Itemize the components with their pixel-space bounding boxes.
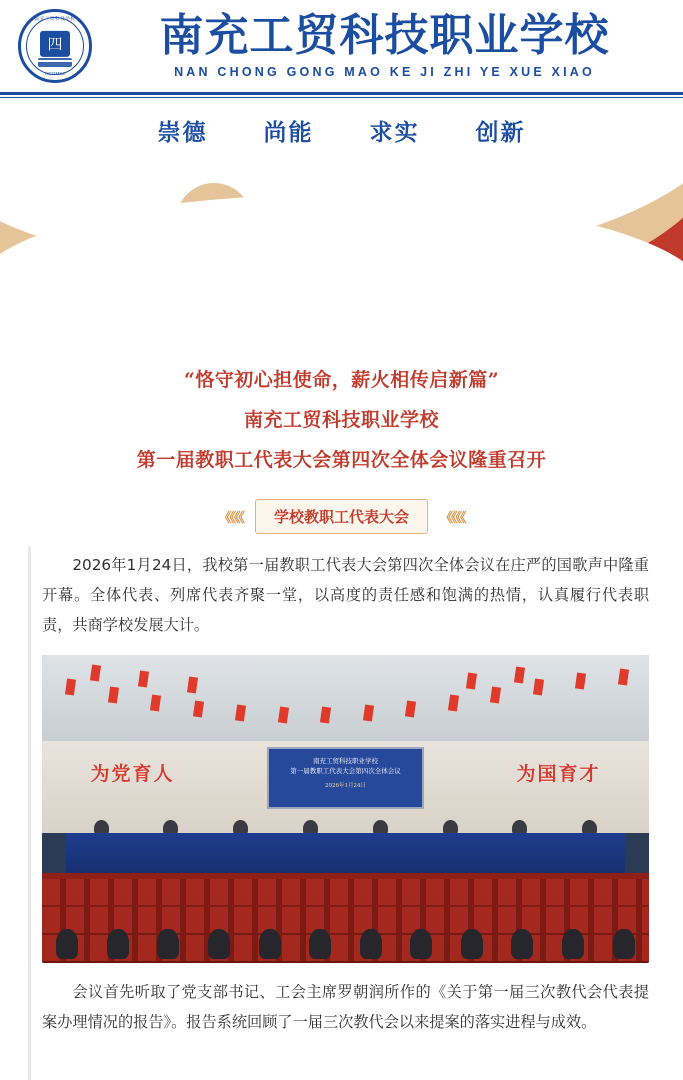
photo-stage-table	[66, 833, 624, 873]
site-header	[0, 0, 683, 92]
photo-screen-line1: 南充工贸科技职业学校	[312, 756, 378, 765]
motto-row	[0, 98, 683, 161]
photo-stage-screen	[267, 747, 425, 809]
emblem-arc-top-text: 南充工贸科技学校	[34, 16, 76, 21]
article-body	[0, 540, 683, 1080]
motto-item-4: 创新	[475, 119, 526, 146]
headline-school: 南充工贸科技职业学校	[243, 408, 439, 431]
headline-event: 第一届教职工代表大会第四次全体会议隆重召开	[136, 448, 547, 471]
article-paragraph-1: 2026年1月24日，我校第一届教职工代表大会第四次全体会议在庄严的国歌声中隆重开幕。全体代表、列席代表齐聚一堂，以高度的责任感和饱满的热情，认真履行代表职责，共商学校发展大计。	[42, 555, 649, 635]
photo-audience-heads	[42, 917, 649, 959]
emblem-book-icon	[38, 58, 72, 67]
photo-slogan-right: 为国育才	[516, 762, 601, 785]
headline-block	[0, 353, 683, 483]
school-name-pinyin: NAN CHONG GONG MAO KE JI ZHI YE XUE XIAO	[174, 65, 595, 80]
photo-screen-date: 2026年1月24日	[324, 783, 366, 790]
motto-item-3: 求实	[369, 119, 420, 146]
chevron-right-icon: 《《《《	[440, 509, 465, 525]
school-name-cn: 南充工贸科技职业学校	[159, 9, 610, 61]
motto-item-1: 崇德	[157, 119, 208, 146]
article-left-accent-bar	[28, 546, 31, 1080]
emblem-arc-bottom-text: NCGMKJ	[45, 71, 65, 76]
banner-bottom-fill	[0, 291, 683, 353]
conference-photo	[42, 655, 649, 963]
school-emblem-icon	[18, 9, 92, 83]
header-title-group	[92, 9, 673, 80]
photo-screen-line2: 第一届教职工代表大会第四次全体会议	[290, 766, 401, 775]
photo-audience-seats	[42, 873, 649, 963]
headline-tag-row	[0, 499, 683, 534]
emblem-badge-text: 四	[40, 31, 70, 57]
article-paragraph-2: 会议首先听取了党支部书记、工会主席罗朝润所作的《关于第一届三次教代会代表提案办理情况的报告》。报告系统回顾了一届三次教代会以来提案的落实进程与成效。	[42, 982, 649, 1032]
photo-slogan-left: 为党育人	[90, 762, 175, 785]
decorative-banner	[0, 161, 683, 353]
chevron-left-icon: 《《《《	[218, 509, 243, 525]
photo-flag-strings	[42, 661, 649, 735]
headline-tag: 学校教职工代表大会	[255, 499, 428, 534]
motto-item-2: 尚能	[263, 119, 314, 146]
headline-quote: “恪守初心担使命，薪火相传启新篇”	[183, 369, 500, 391]
header-divider	[0, 92, 683, 95]
